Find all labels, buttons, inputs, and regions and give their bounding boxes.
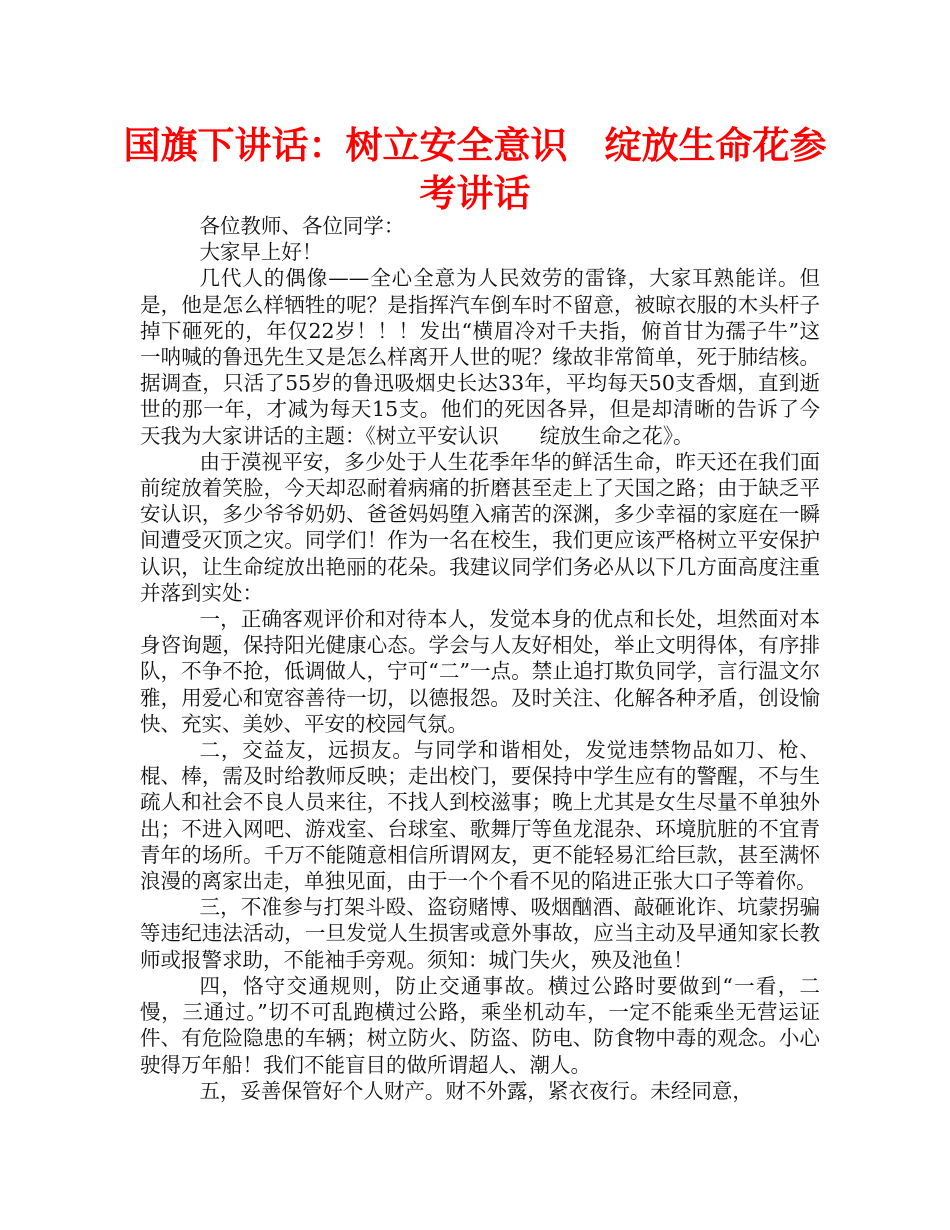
document-body [140,213,820,1104]
document-title: 国旗下讲话：树立安全意识 绽放生命花参考讲话 [123,124,827,215]
paragraph-point-two: 二，交益友，远损友。与同学和谐相处，发觉违禁物品如刀、枪、棍、棒，需及时给教师反映；走出校门，要保持中学生应有的警醒，不与生疏人和社会不良人员来往，不找人到校滋事；晚上尤其是女生尽量不单独外出；不进入网吧、游戏室、台球室、歌舞厅等鱼龙混杂、环境肮脏的不宜青青年的场所。千万不能随意相信所谓网友，更不能轻易汇给巨款，甚至满怀浪漫的离家出走，单独见面，由于一个个看不见的陷进正张大口子等着你。 [140,738,820,894]
paragraph-safety-awareness: 由于漠视平安，多少处于人生花季年华的鲜活生命，昨天还在我们面前绽放着笑脸，今天却忍耐着病痛的折磨甚至走上了天国之路；由于缺乏平安认识，多少爷爷奶奶、爸爸妈妈堕入痛苦的深渊，多少幸福的家庭在一瞬间遭受灭顶之灾。同学们！作为一名在校生，我们更应该严格树立平安保护认识，让生命绽放出艳丽的花朵。我建议同学们务必从以下几方面高度注重并落到实处： [140,449,820,605]
paragraph-point-four: 四，恪守交通规则，防止交通事故。横过公路时要做到“一看，二慢，三通过。”切不可乱跑横过公路，乘坐机动车，一定不能乘坐无营运证件、有危险隐患的车辆；树立防火、防盗、防电、防食物中毒的观念。小心驶得万年船！我们不能盲目的做所谓超人、潮人。 [140,973,820,1077]
paragraph-point-one: 一，正确客观评价和对待本人，发觉本身的优点和长处，坦然面对本身咨询题，保持阳光健康心态。学会与人友好相处，举止文明得体，有序排队，不争不抢，低调做人，宁可“二”一点。禁止追打欺负同学，言行温文尔雅，用爱心和宽容善待一切，以德报怨。及时关注、化解各种矛盾，创设愉快、充实、美妙、平安的校园气氛。 [140,607,820,736]
salutation: 各位教师、各位同学： [199,214,405,238]
paragraph-point-five: 五，妥善保管好个人财产。财不外露，紧衣夜行。未经同意， [199,1078,753,1103]
paragraph-lei-feng-lu-xun: 几代人的偶像——全心全意为人民效劳的雷锋，大家耳熟能详。但是，他是怎么样牺牲的呢？是指挥汽车倒车时不留意，被晾衣服的木头杆子掉下砸死的，年仅22岁！！！发出“横眉冷对千夫指，俯首甘为孺子牛”这一呐喊的鲁迅先生又是怎么样离开人世的呢？缘故非常简单，死于肺结核。据调查，只活了55岁的鲁迅吸烟史长达33年，平均每天50支香烟，直到逝世的那一年，才减为每天15支。他们的死因各异，但是却清晰的告诉了今天我为大家讲话的主题：《树立平安认识 绽放生命之花》。 [140,266,820,448]
greeting: 大家早上好！ [199,240,323,265]
paragraph-point-three: 三，不准参与打架斗殴、盗窃赌博、吸烟酗酒、敲砸讹诈、坑蒙拐骗等违纪违法活动，一旦发觉人生损害或意外事故，应当主动及早通知家长教师或报警求助，不能袖手旁观。须知：城门失火，殃及池鱼！ [140,895,820,972]
